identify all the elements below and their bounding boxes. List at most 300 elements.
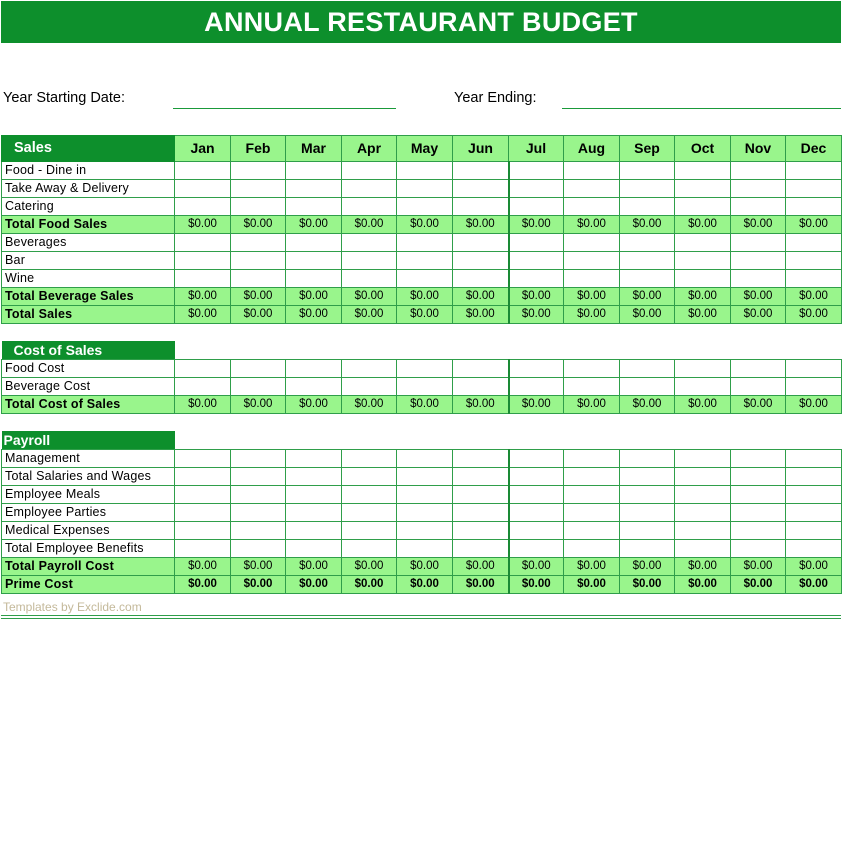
value-cell[interactable] <box>731 360 786 378</box>
value-cell[interactable] <box>231 162 286 180</box>
value-cell[interactable] <box>620 180 675 198</box>
value-cell[interactable]: $0.00 <box>786 306 842 324</box>
row-label: Management <box>2 450 175 468</box>
value-cell[interactable] <box>731 162 786 180</box>
value-cell[interactable] <box>175 522 231 540</box>
value-cell[interactable] <box>342 522 397 540</box>
value-cell[interactable] <box>620 198 675 216</box>
value-cell[interactable]: $0.00 <box>286 288 342 306</box>
value-cell[interactable] <box>286 468 342 486</box>
value-cell[interactable] <box>675 252 731 270</box>
value-cell[interactable]: $0.00 <box>564 306 620 324</box>
value-cell[interactable]: $0.00 <box>675 558 731 576</box>
value-cell[interactable] <box>564 540 620 558</box>
value-cell[interactable] <box>342 378 397 396</box>
table-row <box>2 450 842 468</box>
value-cell[interactable]: $0.00 <box>675 396 731 414</box>
value-cell[interactable] <box>620 360 675 378</box>
value-cell[interactable] <box>231 180 286 198</box>
value-cell[interactable]: $0.00 <box>620 288 675 306</box>
value-cell[interactable] <box>397 378 453 396</box>
value-cell[interactable] <box>509 450 564 468</box>
month-header-nov: Nov <box>731 136 786 162</box>
value-cell[interactable] <box>286 234 342 252</box>
value-cell[interactable] <box>786 504 842 522</box>
value-cell[interactable]: $0.00 <box>286 216 342 234</box>
value-cell[interactable] <box>509 162 564 180</box>
value-cell[interactable] <box>731 486 786 504</box>
value-cell[interactable] <box>564 360 620 378</box>
value-cell[interactable] <box>397 486 453 504</box>
value-cell[interactable] <box>620 378 675 396</box>
value-cell[interactable] <box>564 180 620 198</box>
value-cell[interactable]: $0.00 <box>342 576 397 594</box>
value-cell[interactable] <box>786 522 842 540</box>
year-start-field[interactable] <box>173 108 396 109</box>
value-cell[interactable]: $0.00 <box>231 396 286 414</box>
value-cell[interactable]: $0.00 <box>286 396 342 414</box>
value-cell[interactable]: $0.00 <box>175 306 231 324</box>
table-row <box>2 540 842 558</box>
month-header-jun: Jun <box>453 136 509 162</box>
value-cell[interactable] <box>231 450 286 468</box>
spacer-row <box>2 324 842 342</box>
value-cell[interactable] <box>786 450 842 468</box>
value-cell[interactable] <box>675 270 731 288</box>
value-cell[interactable]: $0.00 <box>397 558 453 576</box>
row-label: Total Cost of Sales <box>2 396 175 414</box>
value-cell[interactable] <box>342 450 397 468</box>
value-cell[interactable]: $0.00 <box>509 576 564 594</box>
value-cell[interactable] <box>731 450 786 468</box>
value-cell[interactable] <box>675 540 731 558</box>
table-row <box>2 252 842 270</box>
value-cell[interactable]: $0.00 <box>731 396 786 414</box>
value-cell[interactable] <box>731 468 786 486</box>
value-cell[interactable] <box>620 450 675 468</box>
value-cell[interactable] <box>397 540 453 558</box>
value-cell[interactable] <box>397 162 453 180</box>
month-header-mar: Mar <box>286 136 342 162</box>
value-cell[interactable] <box>731 180 786 198</box>
value-cell[interactable] <box>397 468 453 486</box>
value-cell[interactable] <box>453 468 509 486</box>
value-cell[interactable] <box>564 522 620 540</box>
value-cell[interactable]: $0.00 <box>175 396 231 414</box>
value-cell[interactable] <box>509 540 564 558</box>
row-label: Bar <box>2 252 175 270</box>
value-cell[interactable]: $0.00 <box>342 288 397 306</box>
value-cell[interactable] <box>786 270 842 288</box>
month-header-may: May <box>397 136 453 162</box>
value-cell[interactable]: $0.00 <box>342 558 397 576</box>
value-cell[interactable] <box>509 378 564 396</box>
value-cell[interactable] <box>175 162 231 180</box>
month-header-aug: Aug <box>564 136 620 162</box>
value-cell[interactable] <box>231 522 286 540</box>
year-start-label: Year Starting Date: <box>3 90 125 106</box>
value-cell[interactable] <box>564 234 620 252</box>
value-cell[interactable]: $0.00 <box>397 396 453 414</box>
value-cell[interactable]: $0.00 <box>397 216 453 234</box>
total-row <box>2 576 842 594</box>
value-cell[interactable]: $0.00 <box>620 558 675 576</box>
value-cell[interactable] <box>342 270 397 288</box>
value-cell[interactable]: $0.00 <box>231 216 286 234</box>
value-cell[interactable]: $0.00 <box>786 576 842 594</box>
value-cell[interactable] <box>786 180 842 198</box>
value-cell[interactable] <box>286 450 342 468</box>
value-cell[interactable]: $0.00 <box>786 216 842 234</box>
table-row <box>2 360 842 378</box>
value-cell[interactable] <box>453 180 509 198</box>
value-cell[interactable] <box>397 234 453 252</box>
value-cell[interactable] <box>509 522 564 540</box>
value-cell[interactable] <box>564 504 620 522</box>
value-cell[interactable] <box>453 540 509 558</box>
value-cell[interactable]: $0.00 <box>564 288 620 306</box>
value-cell[interactable]: $0.00 <box>620 576 675 594</box>
value-cell[interactable] <box>453 504 509 522</box>
row-label: Total Beverage Sales <box>2 288 175 306</box>
value-cell[interactable]: $0.00 <box>286 306 342 324</box>
table-row <box>2 378 842 396</box>
table-row <box>2 486 842 504</box>
value-cell[interactable] <box>675 198 731 216</box>
value-cell[interactable] <box>175 378 231 396</box>
value-cell[interactable] <box>731 378 786 396</box>
value-cell[interactable] <box>397 450 453 468</box>
value-cell[interactable] <box>342 180 397 198</box>
value-cell[interactable] <box>397 522 453 540</box>
section-header-blank <box>175 341 842 360</box>
value-cell[interactable] <box>286 198 342 216</box>
row-label: Total Employee Benefits <box>2 540 175 558</box>
value-cell[interactable] <box>564 468 620 486</box>
value-cell[interactable] <box>342 540 397 558</box>
value-cell[interactable] <box>509 504 564 522</box>
value-cell[interactable]: $0.00 <box>675 288 731 306</box>
value-cell[interactable] <box>453 450 509 468</box>
table-row <box>2 234 842 252</box>
value-cell[interactable] <box>231 252 286 270</box>
value-cell[interactable] <box>342 486 397 504</box>
value-cell[interactable] <box>453 252 509 270</box>
value-cell[interactable]: $0.00 <box>509 396 564 414</box>
value-cell[interactable] <box>509 468 564 486</box>
value-cell[interactable] <box>675 522 731 540</box>
value-cell[interactable] <box>731 234 786 252</box>
value-cell[interactable] <box>342 234 397 252</box>
value-cell[interactable] <box>175 540 231 558</box>
spacer-row <box>2 414 842 432</box>
month-header-feb: Feb <box>231 136 286 162</box>
value-cell[interactable] <box>786 468 842 486</box>
value-cell[interactable]: $0.00 <box>731 216 786 234</box>
total-row <box>2 306 842 324</box>
value-cell[interactable]: $0.00 <box>453 288 509 306</box>
value-cell[interactable] <box>731 522 786 540</box>
value-cell[interactable] <box>509 270 564 288</box>
value-cell[interactable] <box>675 180 731 198</box>
row-label: Total Sales <box>2 306 175 324</box>
value-cell[interactable]: $0.00 <box>620 306 675 324</box>
value-cell[interactable]: $0.00 <box>453 558 509 576</box>
value-cell[interactable]: $0.00 <box>731 288 786 306</box>
value-cell[interactable]: $0.00 <box>564 396 620 414</box>
value-cell[interactable] <box>620 252 675 270</box>
value-cell[interactable] <box>231 360 286 378</box>
value-cell[interactable] <box>564 270 620 288</box>
value-cell[interactable] <box>175 486 231 504</box>
value-cell[interactable] <box>286 360 342 378</box>
section-title-sales: Sales <box>2 136 175 162</box>
value-cell[interactable]: $0.00 <box>786 558 842 576</box>
value-cell[interactable] <box>175 450 231 468</box>
value-cell[interactable]: $0.00 <box>231 558 286 576</box>
value-cell[interactable] <box>286 270 342 288</box>
value-cell[interactable]: $0.00 <box>231 288 286 306</box>
value-cell[interactable] <box>286 252 342 270</box>
value-cell[interactable]: $0.00 <box>786 288 842 306</box>
table-row <box>2 504 842 522</box>
value-cell[interactable] <box>620 270 675 288</box>
footer-divider <box>1 615 841 616</box>
month-header-dec: Dec <box>786 136 842 162</box>
value-cell[interactable] <box>675 234 731 252</box>
value-cell[interactable] <box>175 180 231 198</box>
value-cell[interactable] <box>675 450 731 468</box>
value-cell[interactable] <box>620 504 675 522</box>
value-cell[interactable] <box>175 234 231 252</box>
value-cell[interactable] <box>786 198 842 216</box>
value-cell[interactable] <box>453 162 509 180</box>
month-header-sep: Sep <box>620 136 675 162</box>
value-cell[interactable] <box>620 162 675 180</box>
value-cell[interactable] <box>397 198 453 216</box>
value-cell[interactable]: $0.00 <box>397 288 453 306</box>
value-cell[interactable] <box>175 270 231 288</box>
value-cell[interactable] <box>509 486 564 504</box>
table-row <box>2 198 842 216</box>
value-cell[interactable]: $0.00 <box>564 576 620 594</box>
value-cell[interactable] <box>675 504 731 522</box>
value-cell[interactable] <box>342 162 397 180</box>
value-cell[interactable]: $0.00 <box>675 216 731 234</box>
section-header-row <box>2 341 842 360</box>
value-cell[interactable] <box>509 180 564 198</box>
value-cell[interactable] <box>620 234 675 252</box>
value-cell[interactable] <box>564 450 620 468</box>
value-cell[interactable]: $0.00 <box>286 576 342 594</box>
row-label: Medical Expenses <box>2 522 175 540</box>
value-cell[interactable] <box>397 270 453 288</box>
value-cell[interactable] <box>786 252 842 270</box>
value-cell[interactable] <box>286 378 342 396</box>
value-cell[interactable]: $0.00 <box>231 576 286 594</box>
value-cell[interactable] <box>620 540 675 558</box>
value-cell[interactable] <box>175 198 231 216</box>
value-cell[interactable] <box>286 522 342 540</box>
value-cell[interactable] <box>509 234 564 252</box>
year-end-field[interactable] <box>562 108 841 109</box>
value-cell[interactable] <box>786 540 842 558</box>
value-cell[interactable] <box>397 252 453 270</box>
value-cell[interactable] <box>286 540 342 558</box>
value-cell[interactable] <box>453 234 509 252</box>
total-row <box>2 216 842 234</box>
month-header-jul: Jul <box>509 136 564 162</box>
value-cell[interactable]: $0.00 <box>342 306 397 324</box>
value-cell[interactable]: $0.00 <box>175 558 231 576</box>
value-cell[interactable] <box>453 198 509 216</box>
value-cell[interactable] <box>231 270 286 288</box>
value-cell[interactable] <box>675 162 731 180</box>
value-cell[interactable] <box>175 468 231 486</box>
value-cell[interactable] <box>564 162 620 180</box>
sheet-title: ANNUAL RESTAURANT BUDGET <box>1 1 841 43</box>
value-cell[interactable] <box>675 468 731 486</box>
value-cell[interactable] <box>564 378 620 396</box>
row-label: Employee Parties <box>2 504 175 522</box>
budget-table <box>1 135 842 594</box>
year-end-label: Year Ending: <box>454 90 537 106</box>
value-cell[interactable] <box>786 378 842 396</box>
value-cell[interactable] <box>453 486 509 504</box>
row-label: Employee Meals <box>2 486 175 504</box>
value-cell[interactable] <box>453 378 509 396</box>
section-header-blank <box>175 431 842 450</box>
value-cell[interactable]: $0.00 <box>453 396 509 414</box>
value-cell[interactable] <box>397 504 453 522</box>
value-cell[interactable] <box>342 468 397 486</box>
value-cell[interactable] <box>564 252 620 270</box>
value-cell[interactable] <box>731 270 786 288</box>
value-cell[interactable] <box>397 360 453 378</box>
value-cell[interactable]: $0.00 <box>509 288 564 306</box>
value-cell[interactable] <box>231 234 286 252</box>
value-cell[interactable]: $0.00 <box>786 396 842 414</box>
value-cell[interactable]: $0.00 <box>175 288 231 306</box>
value-cell[interactable]: $0.00 <box>397 576 453 594</box>
value-cell[interactable]: $0.00 <box>675 306 731 324</box>
value-cell[interactable] <box>453 522 509 540</box>
value-cell[interactable]: $0.00 <box>731 558 786 576</box>
sales-header-row <box>2 136 842 162</box>
table-row <box>2 468 842 486</box>
table-row <box>2 162 842 180</box>
value-cell[interactable] <box>620 522 675 540</box>
footer-divider-2 <box>1 618 841 619</box>
value-cell[interactable] <box>675 486 731 504</box>
row-label: Total Salaries and Wages <box>2 468 175 486</box>
value-cell[interactable] <box>731 540 786 558</box>
value-cell[interactable] <box>731 252 786 270</box>
row-label: Prime Cost <box>2 576 175 594</box>
value-cell[interactable] <box>786 360 842 378</box>
value-cell[interactable]: $0.00 <box>286 558 342 576</box>
value-cell[interactable]: $0.00 <box>620 396 675 414</box>
value-cell[interactable] <box>786 486 842 504</box>
value-cell[interactable] <box>175 504 231 522</box>
value-cell[interactable] <box>509 252 564 270</box>
row-label: Beverages <box>2 234 175 252</box>
value-cell[interactable]: $0.00 <box>675 576 731 594</box>
value-cell[interactable] <box>231 468 286 486</box>
row-label: Take Away & Delivery <box>2 180 175 198</box>
value-cell[interactable] <box>786 234 842 252</box>
value-cell[interactable]: $0.00 <box>509 216 564 234</box>
month-header-oct: Oct <box>675 136 731 162</box>
value-cell[interactable]: $0.00 <box>620 216 675 234</box>
value-cell[interactable] <box>620 468 675 486</box>
value-cell[interactable] <box>231 378 286 396</box>
value-cell[interactable] <box>342 198 397 216</box>
value-cell[interactable]: $0.00 <box>175 576 231 594</box>
value-cell[interactable] <box>564 486 620 504</box>
value-cell[interactable] <box>564 198 620 216</box>
value-cell[interactable]: $0.00 <box>453 576 509 594</box>
footer-credit: Templates by Exclide.com <box>3 600 142 614</box>
value-cell[interactable] <box>231 504 286 522</box>
value-cell[interactable] <box>342 252 397 270</box>
value-cell[interactable] <box>397 180 453 198</box>
value-cell[interactable]: $0.00 <box>342 216 397 234</box>
value-cell[interactable] <box>286 180 342 198</box>
value-cell[interactable]: $0.00 <box>453 306 509 324</box>
value-cell[interactable] <box>509 360 564 378</box>
value-cell[interactable]: $0.00 <box>731 306 786 324</box>
table-row <box>2 270 842 288</box>
value-cell[interactable]: $0.00 <box>397 306 453 324</box>
value-cell[interactable] <box>231 198 286 216</box>
value-cell[interactable]: $0.00 <box>509 558 564 576</box>
value-cell[interactable]: $0.00 <box>564 216 620 234</box>
value-cell[interactable]: $0.00 <box>564 558 620 576</box>
value-cell[interactable]: $0.00 <box>453 216 509 234</box>
value-cell[interactable] <box>453 270 509 288</box>
value-cell[interactable] <box>675 378 731 396</box>
total-row <box>2 396 842 414</box>
row-label: Total Food Sales <box>2 216 175 234</box>
value-cell[interactable] <box>675 360 731 378</box>
value-cell[interactable] <box>286 162 342 180</box>
value-cell[interactable] <box>175 360 231 378</box>
value-cell[interactable]: $0.00 <box>342 396 397 414</box>
value-cell[interactable] <box>231 540 286 558</box>
value-cell[interactable] <box>175 252 231 270</box>
value-cell[interactable] <box>342 504 397 522</box>
value-cell[interactable] <box>731 504 786 522</box>
value-cell[interactable] <box>286 486 342 504</box>
row-label: Food - Dine in <box>2 162 175 180</box>
section-title-payroll: Payroll <box>2 431 175 450</box>
value-cell[interactable]: $0.00 <box>175 216 231 234</box>
value-cell[interactable] <box>786 162 842 180</box>
value-cell[interactable] <box>509 198 564 216</box>
value-cell[interactable] <box>286 504 342 522</box>
total-row <box>2 288 842 306</box>
value-cell[interactable]: $0.00 <box>731 576 786 594</box>
value-cell[interactable] <box>342 360 397 378</box>
value-cell[interactable] <box>731 198 786 216</box>
value-cell[interactable] <box>231 486 286 504</box>
value-cell[interactable] <box>453 360 509 378</box>
value-cell[interactable]: $0.00 <box>231 306 286 324</box>
row-label: Beverage Cost <box>2 378 175 396</box>
value-cell[interactable] <box>620 486 675 504</box>
value-cell[interactable]: $0.00 <box>509 306 564 324</box>
